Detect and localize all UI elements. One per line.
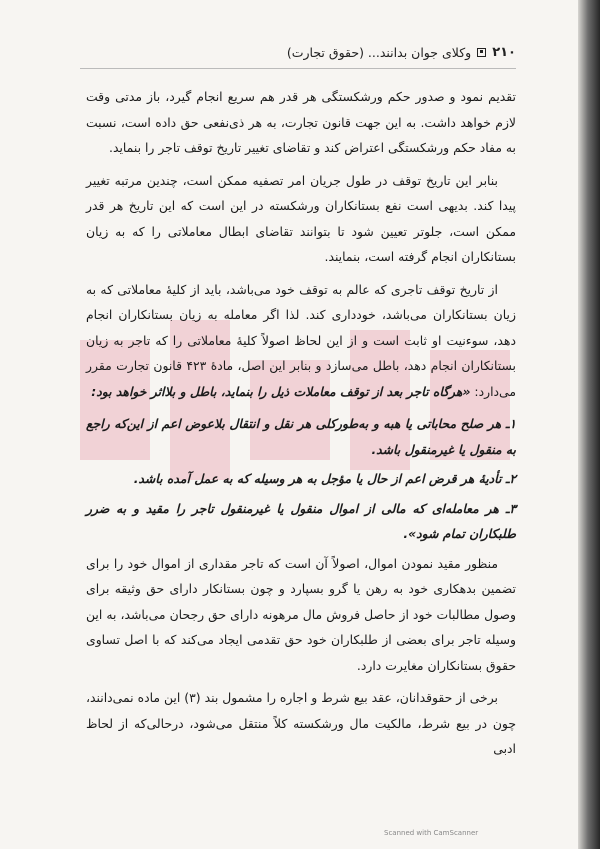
list-item-2: ۲ـ تأدیهٔ هر قرض اعم از حال یا مؤجل به هر وسیله که به عمل آمده باشد. [133, 471, 516, 486]
scanner-note: Scanned with CamScanner [384, 829, 479, 837]
running-title: وکلای جوان بدانند... (حقوق تجارت) [286, 44, 472, 60]
list-item-1: ۱ـ هر صلح محاباتی یا هبه و به‌طورکلی هر نقل و انتقال بلاعوض اعم از این‌که راجع به منقول یا غیرمنقول باشد. [86, 416, 516, 457]
body-text [86, 84, 516, 769]
page-edge-shadow [578, 0, 600, 849]
page-header [80, 40, 516, 69]
page-number: ۲۱۰ [492, 44, 516, 60]
paragraph-5: برخی از حقوقدانان، عقد بیع شرط و اجاره را مشمول بند (۳) این ماده نمی‌دانند، چون در بیع شرط، مالکیت مال ورشکسته کلاً منتقل می‌شود، درحالی‌که از لحاظ ادبی [86, 690, 516, 756]
paragraph-4: منظور مقید نمودن اموال، اصولاً آن است که تاجر مقداری از اموال خود را برای تضمین بدهکاری خود به رهن یا گرو بسپارد و چون بستانکار دارای حق وثیقه برای وصول مطالبات خود از حاصل فروش مال مرهونه دارای حق رجحان می‌باشد، به این وسیله تاجر برای بعضی از طلبکاران خود حق تقدمی ایجاد می‌کند که با اصل تساوی حقوق بستانکاران مغایرت دارد. [86, 555, 516, 673]
square-bullet-icon [477, 48, 486, 57]
article-quote-intro: «هرگاه تاجر بعد از توقف معاملات ذیل را بنماید، باطل و بلااثر خواهد بود: [91, 383, 471, 399]
paragraph-1: تقدیم نمود و صدور حکم ورشکستگی هر قدر هم سریع انجام گیرد، باز مدتی وقت لازم خواهد داشت. به این جهت قانون تجارت، به هر ذی‌نفعی حق داده است، نسبت به مفاد حکم ورشکستگی اعتراض کند و تقاضای تغییر تاریخ توقف تاجر را بنماید. [86, 89, 516, 155]
paragraph-3-text: از تاریخ توقف تاجری که عالم به توقف خود می‌باشد، باید از کلیهٔ معاملاتی که به زیان بستانکاران می‌باشد، خودداری کند. لذا اگر معامله به زیان بستانکاران انجام دهد، سوءنیت او ثابت است و از این لحاظ اصولاً کلیهٔ معاملاتی را که تاجر به زیان بستانکاران انجام دهد، باطل می‌سازد و بنابر این اصل، مادهٔ ۴۲۳ قانون تجارت مقرر می‌دارد: [86, 281, 516, 399]
paragraph-2: بنابر این تاریخ توقف در طول جریان امر تصفیه ممکن است، چندین مرتبه تغییر پیدا کند. بدیهی است نفع بستانکاران ورشکسته در این است که این تاریخ هر قدر ممکن است، جلوتر تعیین شود تا بتوانند تقاضای ابطال معاملاتی را که به زیان بستانکاران انجام گرفته است، بنمایند. [86, 172, 516, 264]
list-item-3: ۳ـ هر معامله‌ای که مالی از اموال منقول یا غیرمنقول تاجر را مقید و به ضرر طلبکاران تمام شود». [86, 500, 516, 541]
paragraph-3 [86, 277, 516, 405]
